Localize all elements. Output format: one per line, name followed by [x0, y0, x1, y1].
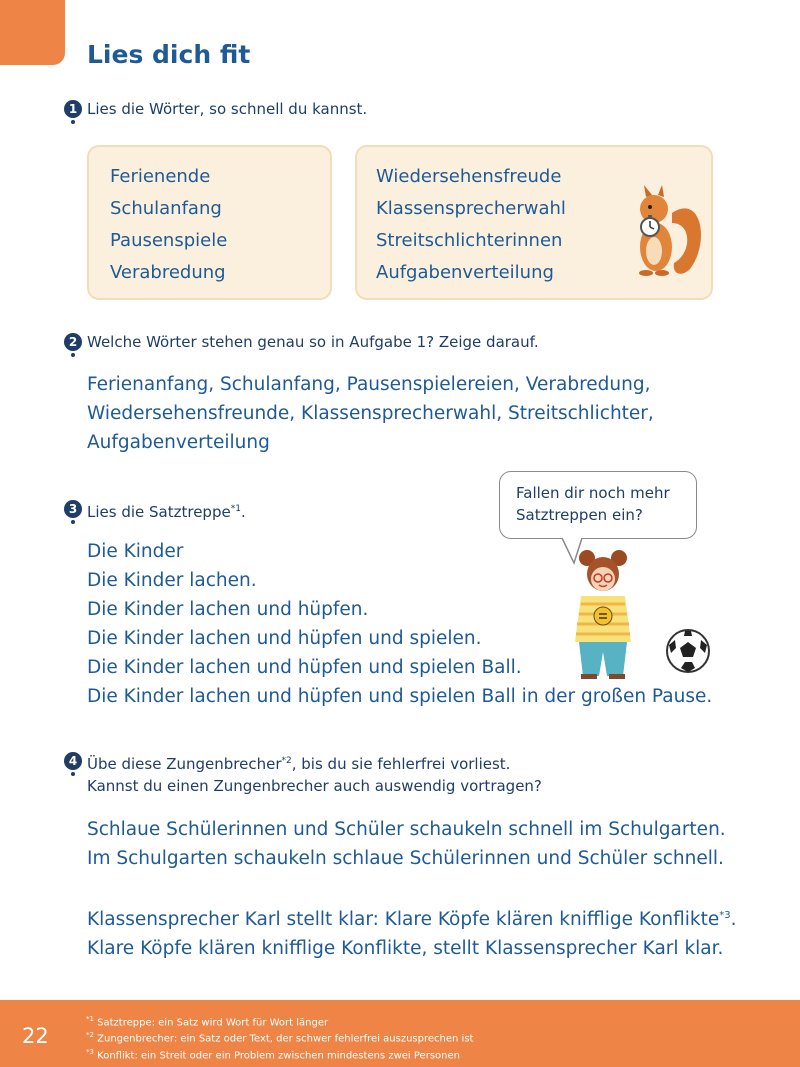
- tongue-twister-line: Im Schulgarten schaukeln schlaue Schülerinnen und Schüler schnell.: [87, 848, 724, 869]
- satztreppe-line: Die Kinder lachen und hüpfen.: [87, 599, 369, 620]
- footnote-mark: *3: [86, 1047, 94, 1056]
- tongue-twister-2: [87, 901, 737, 963]
- tongue-twister-text: .: [730, 909, 737, 931]
- footnote-text: Zungenbrecher: ein Satz oder Text, der schwer fehlerfrei auszusprechen ist: [93, 1033, 474, 1045]
- word-list-left: [89, 147, 330, 289]
- task-2-word-text: [87, 370, 654, 457]
- footnotes: [86, 1013, 473, 1062]
- word-item: Pausenspiele: [110, 230, 228, 251]
- tongue-twister-1: [87, 815, 726, 873]
- satztreppe-line: Die Kinder lachen.: [87, 570, 257, 591]
- word-item: Verabredung: [110, 262, 226, 283]
- soccer-ball-icon: [665, 628, 711, 674]
- footnote-text: Satztreppe: ein Satz wird Wort für Wort länger: [93, 1017, 329, 1029]
- text-line: Aufgabenverteilung: [87, 432, 270, 453]
- task-2-instruction: Welche Wörter stehen genau so in Aufgabe 1? Zeige darauf.: [87, 333, 539, 351]
- girl-illustration: [565, 548, 640, 680]
- footnote-mark: *2: [86, 1031, 94, 1040]
- footnote-mark: *2: [281, 756, 292, 766]
- text-line: Ferienanfang, Schulanfang, Pausenspielereien, Verabredung,: [87, 374, 651, 395]
- instruction-line: [87, 750, 542, 775]
- corner-tab: [0, 0, 65, 65]
- tongue-twister-line: Klare Köpfe klären knifflige Konflikte, stellt Klassensprecher Karl klar.: [87, 938, 724, 960]
- word-item: Aufgabenverteilung: [376, 262, 554, 283]
- word-item: Streitschlichterinnen: [376, 230, 563, 251]
- instruction-text: Übe diese Zungenbrecher: [87, 755, 282, 773]
- footnote: [86, 1046, 473, 1062]
- task-number-4: 4: [64, 752, 82, 770]
- squirrel-stopwatch-illustration: [632, 183, 706, 279]
- footnote-mark: *3: [719, 910, 731, 921]
- instruction-line: Kannst du einen Zungenbrecher auch auswendig vortragen?: [87, 777, 542, 795]
- instruction-text: , bis du sie fehlerfrei vorliest.: [291, 755, 511, 773]
- task-3-instruction: [87, 498, 246, 523]
- page-title: Lies dich fit: [87, 40, 251, 69]
- task-number-1: 1: [64, 100, 82, 118]
- satztreppe-line: Die Kinder lachen und hüpfen und spielen.: [87, 628, 482, 649]
- speech-bubble: [499, 471, 697, 539]
- footnote: [86, 1029, 473, 1045]
- footnote-text: Konflikt: ein Streit oder ein Problem zwischen mindestens zwei Personen: [93, 1049, 460, 1061]
- word-box-left: [87, 145, 332, 300]
- page-footer: [0, 1000, 800, 1067]
- satztreppe-line: Die Kinder lachen und hüpfen und spielen Ball in der großen Pause.: [87, 686, 713, 707]
- instruction-text: .: [240, 503, 246, 521]
- word-item: Ferienende: [110, 166, 211, 187]
- tongue-twister-line: [87, 901, 737, 934]
- page-number: 22: [22, 1024, 49, 1048]
- footnote-mark: *1: [86, 1015, 94, 1023]
- word-item: Schulanfang: [110, 198, 222, 219]
- bubble-line: Fallen dir noch mehr: [516, 484, 670, 502]
- word-item: Wiedersehensfreude: [376, 166, 562, 187]
- task-1-instruction: Lies die Wörter, so schnell du kannst.: [87, 100, 368, 118]
- footnote: [86, 1013, 473, 1029]
- text-line: Wiedersehensfreunde, Klassensprecherwahl, Streitschlichter,: [87, 403, 654, 424]
- word-item: Klassensprecherwahl: [376, 198, 566, 219]
- task-4-instruction: [87, 750, 542, 797]
- word-box-right: [355, 145, 713, 300]
- footnote-mark: *1: [230, 504, 241, 514]
- tongue-twister-line: Schlaue Schülerinnen und Schüler schaukeln schnell im Schulgarten.: [87, 819, 726, 840]
- instruction-text: Lies die Satztreppe: [87, 503, 231, 521]
- task-number-2: 2: [64, 333, 82, 351]
- tongue-twister-text: Klassensprecher Karl stellt klar: Klare Köpfe klären knifflige Konflikte: [87, 909, 720, 931]
- bubble-line: Satztreppen ein?: [516, 506, 643, 524]
- task-number-3: 3: [64, 500, 82, 518]
- satztreppe-line: Die Kinder: [87, 541, 184, 562]
- satztreppe-line: Die Kinder lachen und hüpfen und spielen Ball.: [87, 657, 522, 678]
